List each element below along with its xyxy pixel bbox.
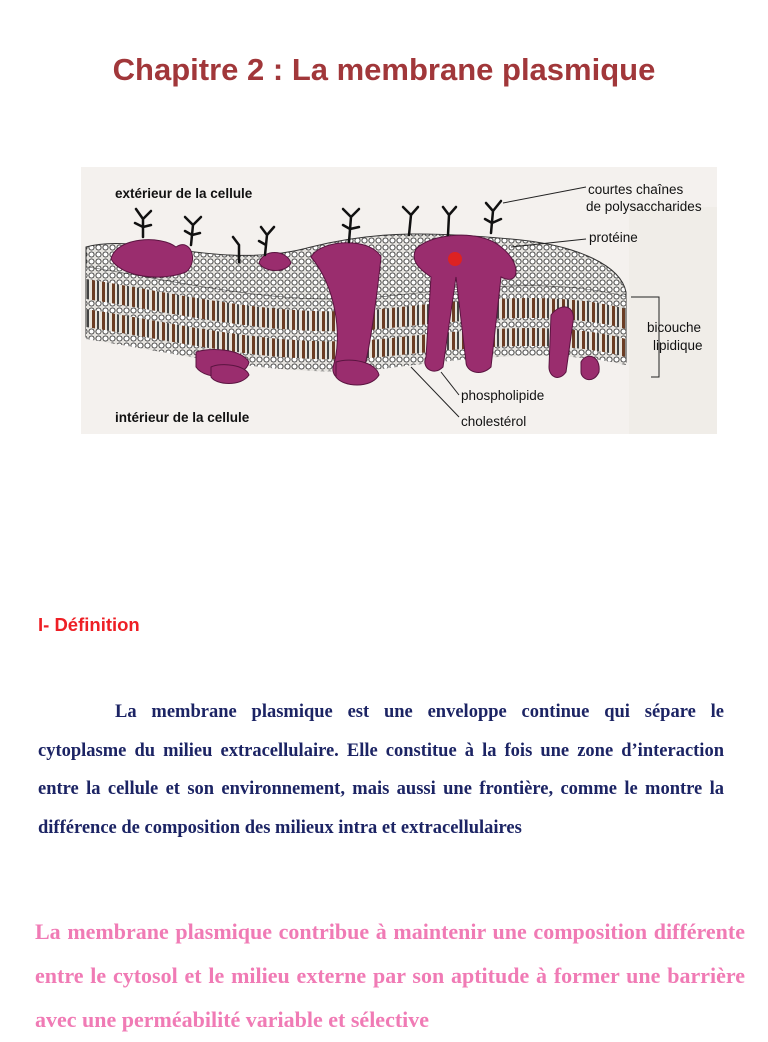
label-polysaccharides-line1: courtes chaînes (588, 182, 684, 197)
highlight-paragraph: La membrane plasmique contribue à maintenir une composition différente entre le cytosol et le milieu externe par son aptitude à former une barrière avec une perméabilité variable et sélective (35, 919, 745, 1032)
membrane-diagram (81, 167, 717, 434)
protein-pore-detail (448, 252, 462, 266)
label-inside: intérieur de la cellule (115, 410, 250, 425)
label-polysaccharides-line2: de polysaccharides (586, 199, 702, 214)
label-bilayer-line2: lipidique (653, 338, 703, 353)
page-title: Chapitre 2 : La membrane plasmique (112, 52, 656, 87)
label-bilayer-line1: bicouche (647, 320, 702, 335)
definition-paragraph: La membrane plasmique est une enveloppe continue qui sépare le cytoplasme du milieu extracellulaire. Elle constitue à la fois une zone d’interaction entre la cellule et son environnement, mais aussi une frontière, comme le montre la différence de composition des milieux intra et extracellulaires (38, 702, 724, 838)
label-outside: extérieur de la cellule (115, 186, 253, 201)
label-protein: protéine (589, 230, 638, 245)
label-cholesterol: cholestérol (461, 414, 527, 429)
label-phospholipid: phospholipide (461, 388, 545, 403)
section-heading: I- Définition (38, 614, 140, 635)
